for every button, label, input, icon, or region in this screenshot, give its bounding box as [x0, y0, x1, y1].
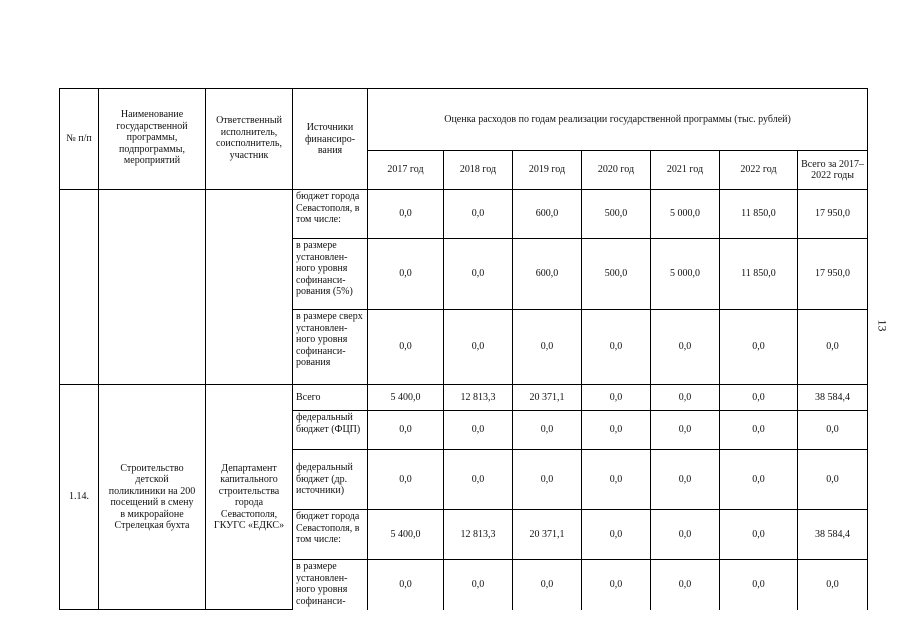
cell-value: 20 371,1 [513, 510, 582, 560]
table-row [60, 190, 868, 239]
cell-total: 38 584,4 [798, 385, 868, 411]
cell-value: 0,0 [582, 385, 651, 411]
header-year: 2017 год [368, 151, 444, 190]
cell-value: 0,0 [444, 450, 513, 510]
cell-value: 0,0 [444, 411, 513, 450]
cell-value: 0,0 [444, 560, 513, 610]
cell-total: 17 950,0 [798, 239, 868, 310]
cell-value: 0,0 [513, 411, 582, 450]
header-estimate: Оценка расходов по годам реализации государственной программы (тыс. рублей) [368, 89, 868, 151]
cell-name-empty [99, 190, 206, 385]
cell-total: 38 584,4 [798, 510, 868, 560]
cell-value: 0,0 [651, 310, 720, 385]
cell-total: 17 950,0 [798, 190, 868, 239]
cell-value: 5 000,0 [651, 239, 720, 310]
cell-value: 0,0 [582, 560, 651, 610]
header-year-total: Всего за 2017–2022 годы [798, 151, 868, 190]
cell-value: 600,0 [513, 190, 582, 239]
cell-value: 12 813,3 [444, 385, 513, 411]
cell-value: 0,0 [444, 310, 513, 385]
cell-value: 12 813,3 [444, 510, 513, 560]
cell-value: 0,0 [651, 385, 720, 411]
cell-measure-num: 1.14. [60, 385, 99, 610]
cell-source: Всего [293, 385, 368, 411]
cell-total: 0,0 [798, 310, 868, 385]
header-year: 2018 год [444, 151, 513, 190]
table-row [60, 385, 868, 411]
header-name: Наименование государственной программы, подпрограммы, мероприятий [99, 89, 206, 190]
cell-value: 0,0 [651, 450, 720, 510]
cell-measure-name: Строительство детской поликлиники на 200 посещений в смену в микрорайоне Стрелецкая бухта [99, 385, 206, 610]
cell-value: 0,0 [651, 510, 720, 560]
cell-value: 5 400,0 [368, 510, 444, 560]
cell-num-empty [60, 190, 99, 385]
cell-value: 0,0 [444, 190, 513, 239]
cell-value: 0,0 [368, 310, 444, 385]
cell-value: 0,0 [368, 190, 444, 239]
cell-value: 500,0 [582, 190, 651, 239]
header-year: 2021 год [651, 151, 720, 190]
header-year: 2020 год [582, 151, 651, 190]
cell-value: 0,0 [720, 450, 798, 510]
cell-value: 0,0 [720, 560, 798, 610]
header-responsible: Ответственный исполнитель, соисполнитель, участник [206, 89, 293, 190]
cell-value: 0,0 [582, 450, 651, 510]
cell-source: бюджет города Севастополя, в том числе: [293, 190, 368, 239]
cell-value: 11 850,0 [720, 239, 798, 310]
cell-value: 11 850,0 [720, 190, 798, 239]
cell-value: 0,0 [444, 239, 513, 310]
cell-value: 5 000,0 [651, 190, 720, 239]
cell-value: 5 400,0 [368, 385, 444, 411]
cell-value: 0,0 [720, 510, 798, 560]
cell-value: 0,0 [582, 510, 651, 560]
cell-value: 500,0 [582, 239, 651, 310]
cell-value: 0,0 [720, 385, 798, 411]
header-year: 2022 год [720, 151, 798, 190]
cell-value: 0,0 [720, 411, 798, 450]
cell-value: 0,0 [582, 310, 651, 385]
cell-value: 0,0 [368, 411, 444, 450]
cell-resp-empty [206, 190, 293, 385]
cell-source: федеральный бюджет (др. источники) [293, 450, 368, 510]
cell-value: 0,0 [582, 411, 651, 450]
cell-total: 0,0 [798, 560, 868, 610]
header-row-1 [60, 89, 868, 151]
cell-value: 0,0 [720, 310, 798, 385]
cell-value: 600,0 [513, 239, 582, 310]
cell-source: федеральный бюджет (ФЦП) [293, 411, 368, 450]
cell-value: 0,0 [651, 411, 720, 450]
cell-value: 0,0 [651, 560, 720, 610]
header-source: Источники финансиро-вания [293, 89, 368, 190]
cell-value: 0,0 [513, 560, 582, 610]
page-number: 13 [875, 319, 890, 332]
cell-value: 20 371,1 [513, 385, 582, 411]
header-num: № п/п [60, 89, 99, 190]
cell-value: 0,0 [368, 450, 444, 510]
cell-source: в размере установлен-ного уровня софинанси- [293, 560, 368, 610]
cell-total: 0,0 [798, 411, 868, 450]
budget-table [59, 88, 868, 610]
cell-value: 0,0 [368, 560, 444, 610]
cell-source: бюджет города Севастополя, в том числе: [293, 510, 368, 560]
header-year: 2019 год [513, 151, 582, 190]
cell-source: в размере установлен-ного уровня софинанси-рования (5%) [293, 239, 368, 310]
cell-value: 0,0 [513, 450, 582, 510]
cell-value: 0,0 [368, 239, 444, 310]
cell-total: 0,0 [798, 450, 868, 510]
cell-measure-responsible: Департамент капитального строительства города Севастополя, ГКУГС «ЕДКС» [206, 385, 293, 610]
cell-value: 0,0 [513, 310, 582, 385]
cell-source: в размере сверх установлен-ного уровня софинанси-рования [293, 310, 368, 385]
